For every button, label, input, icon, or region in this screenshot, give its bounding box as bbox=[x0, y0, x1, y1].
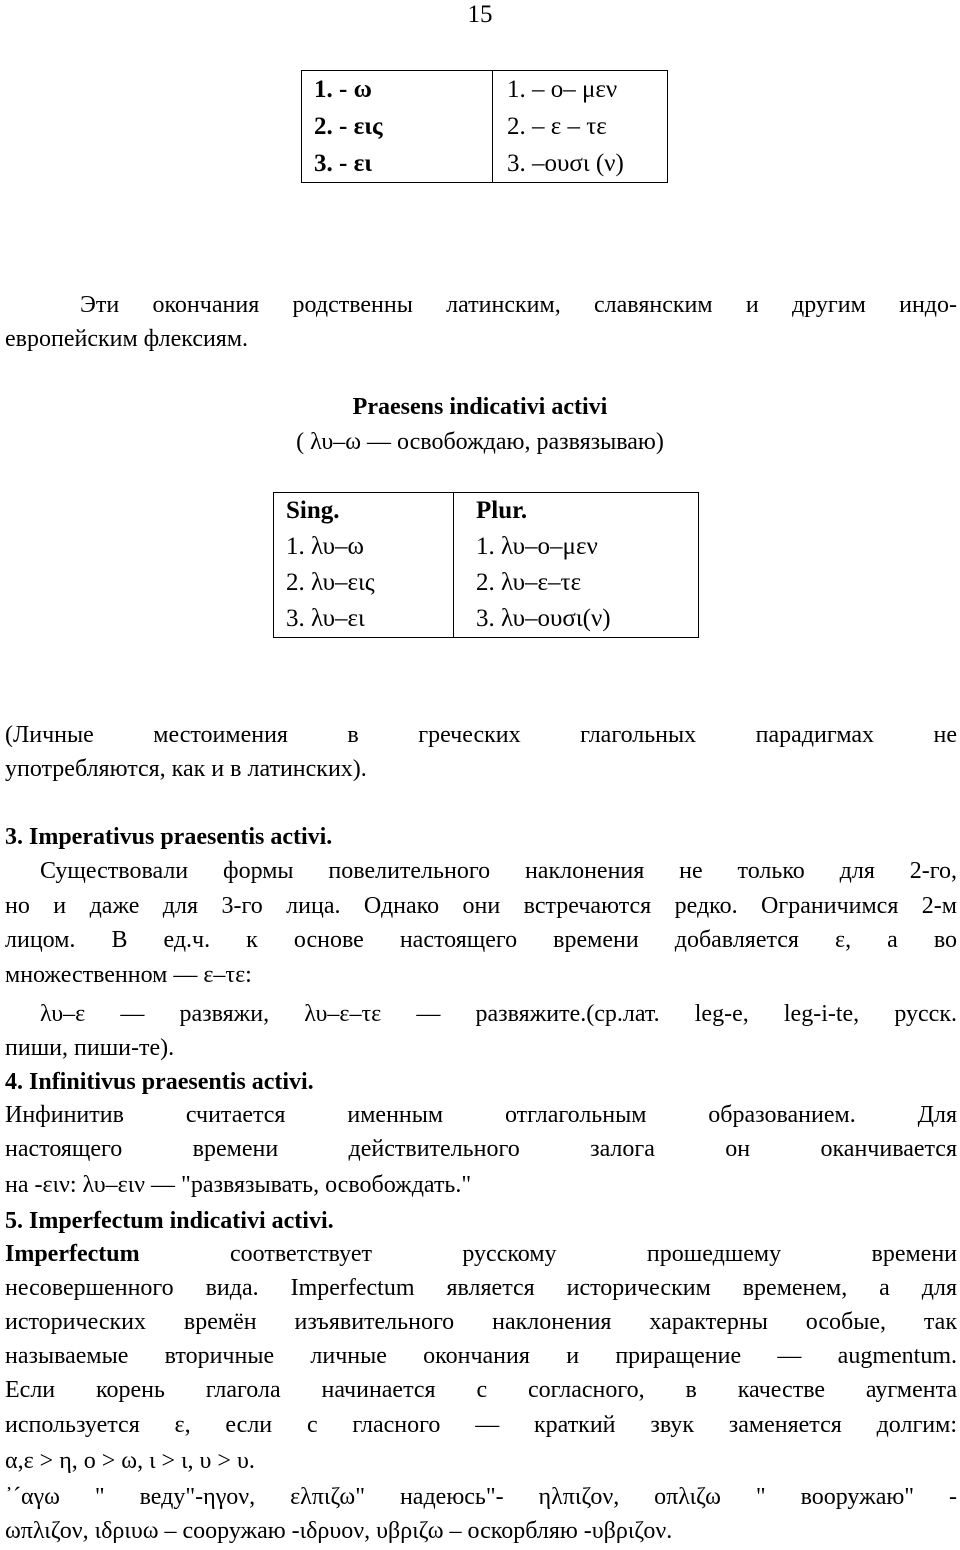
section-5-line-2: несовершенного вида. Imperfectum является историческим временем, а для bbox=[5, 1275, 957, 1301]
section-5-heading: 5. Imperfectum indicativi activi. bbox=[5, 1208, 334, 1234]
section-5-line-6: используется ε, если с гласного –– краткий звук заменяется долгим: bbox=[5, 1412, 957, 1438]
endings-note-line-2: европейским флексиям. bbox=[5, 326, 249, 352]
section-5-line-4: называемые вторичные личные окончания и приращение –– augmentum. bbox=[5, 1343, 957, 1369]
section-3-line-1: Существовали формы повелительного наклонения не только для 2-го, bbox=[40, 858, 957, 884]
paradigm-plur-1: 1. λυ–ο–μεν bbox=[476, 533, 598, 560]
paradigm-table bbox=[273, 492, 699, 638]
praesens-subtitle: ( λυ–ω –– освобождаю, развязываю) bbox=[296, 429, 664, 455]
endings-table bbox=[301, 70, 668, 183]
endings-sing-3: 3. - ει bbox=[314, 150, 373, 177]
section-5-line-9: ωπλιζον, ιδριυω – сооружаю -ιδρυον, υβριζω – оскорбляю -υβριζον. bbox=[5, 1518, 673, 1544]
paradigm-sing-header: Sing. bbox=[286, 497, 340, 524]
paradigm-plural-column bbox=[454, 493, 699, 638]
section-3-heading: 3. Imperativus praesentis activi. bbox=[5, 824, 333, 850]
section-3-line-4: множественном –– ε–τε: bbox=[5, 962, 252, 988]
paradigm-sing-3: 3. λυ–ει bbox=[286, 605, 365, 632]
paradigm-plur-header: Plur. bbox=[476, 497, 528, 524]
praesens-heading: Praesens indicativi activi bbox=[352, 394, 608, 420]
section-4-line-3: на -ειν: λυ–ειν –– "развязывать, освобождать." bbox=[5, 1172, 472, 1198]
paradigm-plur-2: 2. λυ–ε–τε bbox=[476, 569, 582, 596]
endings-note-line-1: Эти окончания родственны латинским, славянским и другим индо- bbox=[80, 292, 957, 318]
pronouns-note-line-2: употребляются, как и в латинских). bbox=[5, 756, 367, 782]
paradigm-singular-column bbox=[274, 493, 454, 638]
section-4-line-2: настоящего времени действительного залога он оканчивается bbox=[5, 1136, 957, 1162]
endings-plur-1: 1. – ο– μεν bbox=[507, 76, 618, 103]
paradigm-sing-2: 2. λυ–εις bbox=[286, 569, 375, 596]
section-4-line-1: Инфинитив считается именным отглагольным образованием. Для bbox=[5, 1102, 957, 1128]
section-5-line-1-rest: соответствует русскому прошедшему времени bbox=[230, 1241, 958, 1267]
section-4-heading: 4. Infinitivus praesentis activi. bbox=[5, 1069, 314, 1095]
section-3-line-2: но и даже для 3-го лица. Однако они встречаются редко. Ограничимся 2-м bbox=[5, 893, 957, 919]
endings-plural-column bbox=[493, 71, 668, 183]
imperfectum-term: Imperfectum bbox=[5, 1241, 140, 1267]
pronouns-note-line-1: (Личные местоимения в греческих глагольных парадигмах не bbox=[5, 722, 957, 748]
endings-singular-column bbox=[302, 71, 493, 183]
endings-plur-3: 3. –ουσι (ν) bbox=[507, 150, 624, 177]
endings-sing-1: 1. - ω bbox=[314, 76, 372, 103]
paradigm-plur-3: 3. λυ–ουσι(ν) bbox=[476, 605, 611, 632]
endings-sing-2: 2. - εις bbox=[314, 113, 383, 140]
section-5-line-5: Если корень глагола начинается с согласного, в качестве аугмента bbox=[5, 1377, 957, 1403]
endings-plur-2: 2. – ε – τε bbox=[507, 113, 607, 140]
page-number: 15 bbox=[467, 1, 493, 28]
section-5-line-7: α,ε > η, ο > ω, ι > ι, υ > υ. bbox=[5, 1448, 255, 1474]
section-3-line-5: λυ–ε –– развяжи, λυ–ε–τε –– развяжите.(ср.лат. leg-e, leg-i-te, русск. bbox=[40, 1001, 957, 1027]
section-5-line-8: ᾽´αγω " веду"-ηγον, ελπιζω" надеюсь"- ηλπιζον, οπλιζω " вооружаю" - bbox=[5, 1484, 957, 1510]
paradigm-sing-1: 1. λυ–ω bbox=[286, 533, 365, 560]
section-3-line-6: пиши, пиши-те). bbox=[5, 1035, 175, 1061]
section-5-line-1 bbox=[5, 1237, 957, 1271]
section-3-line-3: лицом. В ед.ч. к основе настоящего времени добавляется ε, а во bbox=[5, 927, 957, 953]
section-5-line-3: исторических времён изъявительного наклонения характерны особые, так bbox=[5, 1309, 957, 1335]
